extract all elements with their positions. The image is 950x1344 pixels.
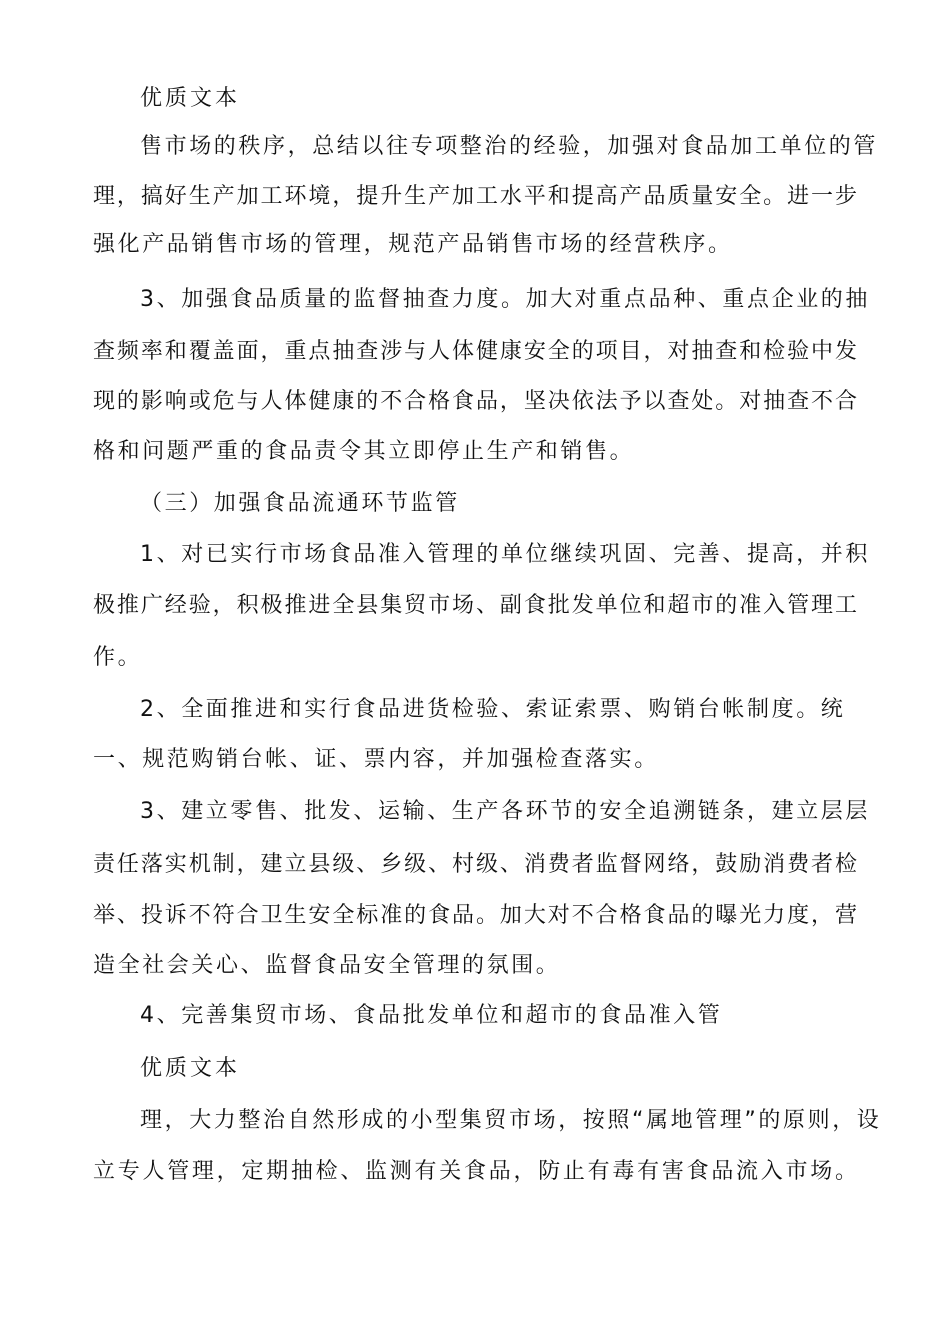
paragraph-line: 理，搞好生产加工环境，提升生产加工水平和提高产品质量安全。进一步: [93, 184, 857, 209]
paragraph-line: 现的影响或危与人体健康的不合格食品，坚决依法予以查处。对抽查不合: [93, 389, 857, 414]
paragraph-line: 1、对已实行市场食品准入管理的单位继续巩固、完善、提高，并积: [140, 542, 870, 567]
section-heading: （三）加强食品流通环节监管: [140, 491, 460, 516]
paragraph-line: 造全社会关心、监督食品安全管理的氛围。: [93, 953, 561, 978]
paragraph-line: 售市场的秩序，总结以往专项整治的经验，加强对食品加工单位的管: [140, 134, 879, 159]
paragraph-line: 3、建立零售、批发、运输、生产各环节的安全追溯链条，建立层层: [140, 799, 870, 824]
paragraph-line: 2、全面推进和实行食品进货检验、索证索票、购销台帐制度。统: [140, 697, 846, 722]
paragraph-line: 责任落实机制，建立县级、乡级、村级、消费者监督网络，鼓励消费者检: [93, 852, 857, 877]
paragraph-line: 强化产品销售市场的管理，规范产品销售市场的经营秩序。: [93, 232, 733, 257]
paragraph-line: 一、规范购销台帐、证、票内容，并加强检查落实。: [93, 747, 659, 772]
paragraph-line: 作。: [93, 645, 143, 670]
paragraph-line: 极推广经验，积极推进全县集贸市场、副食批发单位和超市的准入管理工: [93, 593, 857, 618]
paragraph-line: 查频率和覆盖面，重点抽查涉与人体健康安全的项目，对抽查和检验中发: [93, 339, 857, 364]
page-header-top: 优质文本: [140, 86, 241, 111]
paragraph-line: 3、加强食品质量的监督抽查力度。加大对重点品种、重点企业的抽: [140, 287, 870, 312]
paragraph-line: 理，大力整治自然形成的小型集贸市场，按照“属地管理”的原则，设: [140, 1108, 882, 1133]
page-header-bottom: 优质文本: [140, 1056, 241, 1081]
paragraph-line: 立专人管理，定期抽检、监测有关食品，防止有毒有害食品流入市场。: [93, 1159, 857, 1184]
paragraph-line: 4、完善集贸市场、食品批发单位和超市的食品准入管: [140, 1003, 723, 1028]
paragraph-line: 举、投诉不符合卫生安全标准的食品。加大对不合格食品的曝光力度，营: [93, 903, 857, 928]
paragraph-line: 格和问题严重的食品责令其立即停止生产和销售。: [93, 439, 635, 464]
